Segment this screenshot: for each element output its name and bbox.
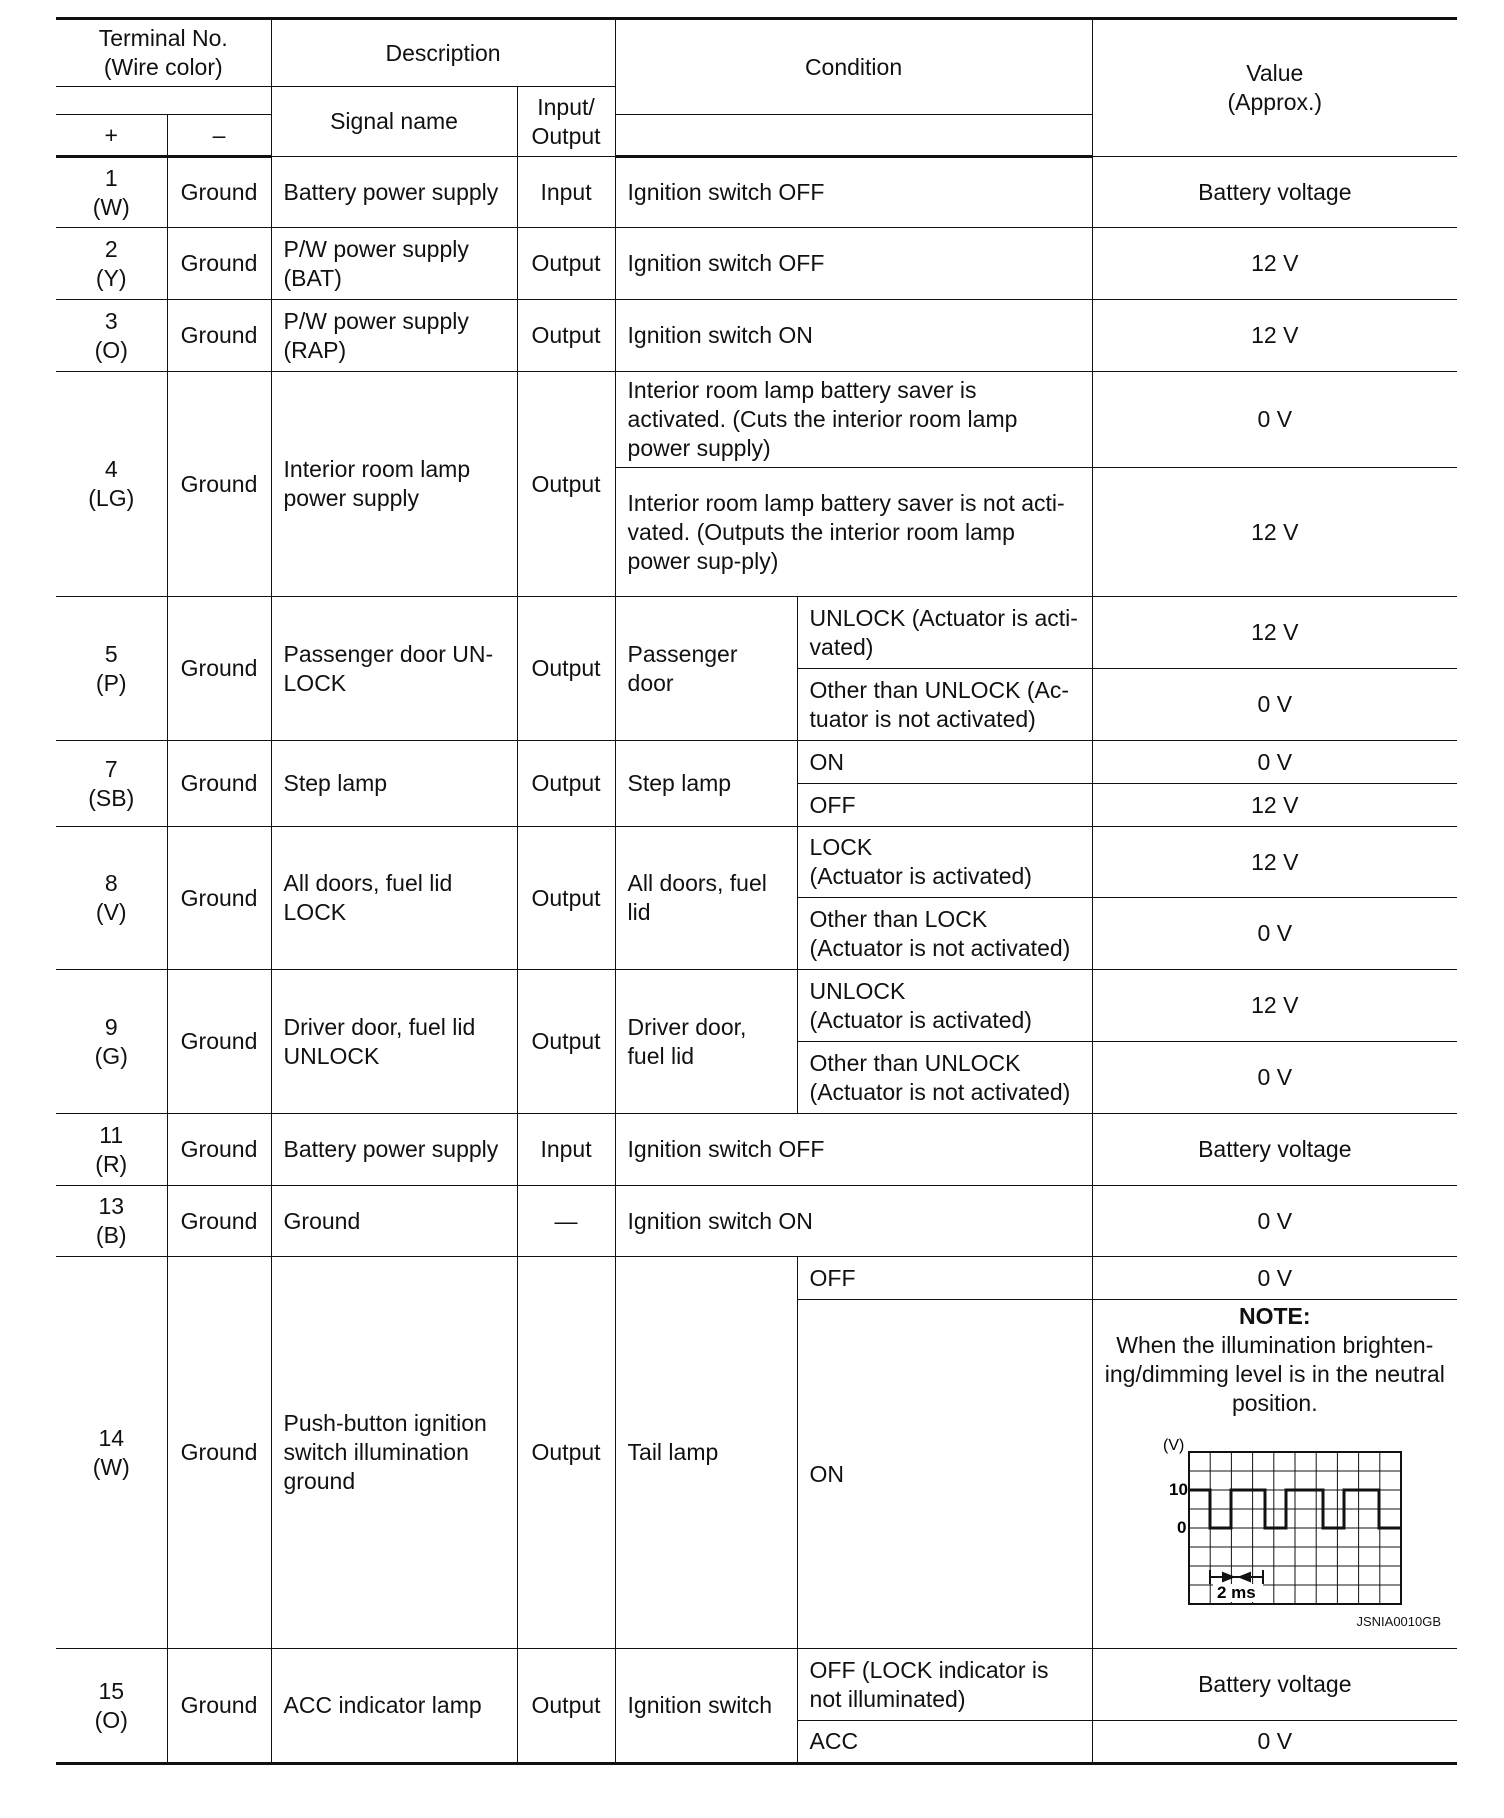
value-cell: Battery voltage (1092, 157, 1457, 228)
terminal-cell: 11 (R) (56, 1114, 167, 1186)
time-arrow (1210, 1570, 1263, 1584)
ground-cell: Ground (167, 372, 271, 597)
condition-cell: Ignition switch OFF (615, 1114, 1092, 1186)
value-cell: 12 V (1092, 300, 1457, 372)
io-cell: Output (517, 970, 615, 1114)
table-row (56, 1649, 1457, 1721)
condition-cell: Step lamp (615, 741, 797, 827)
oscilloscope-waveform (1145, 1432, 1405, 1612)
sub-condition-cell: OFF (797, 784, 1092, 827)
description-header: Description (271, 19, 615, 87)
condition-header-cont (615, 115, 1092, 157)
sub-condition-cell: Other than LOCK (Actuator is not activated) (797, 898, 1092, 970)
sub-condition-cell: LOCK (Actuator is activated) (797, 827, 1092, 898)
value-cell: 12 V (1092, 970, 1457, 1042)
terminal-cell: 2 (Y) (56, 228, 167, 300)
condition-cell: Interior room lamp battery saver is not acti-vated. (Outputs the interior room lamp power sup-ply) (615, 468, 1092, 597)
value-cell: 0 V (1092, 1042, 1457, 1114)
figure-id: JSNIA0010GB (1356, 1614, 1442, 1629)
ground-cell: Ground (167, 228, 271, 300)
ground-cell: Ground (167, 300, 271, 372)
ground-cell: Ground (167, 597, 271, 741)
condition-cell: Ignition switch ON (615, 1186, 1092, 1257)
value-cell: 0 V (1092, 1186, 1457, 1257)
sub-condition-cell: ON (797, 741, 1092, 784)
io-cell: Input (517, 157, 615, 228)
condition-cell: Passenger door (615, 597, 797, 741)
ground-cell: Ground (167, 1186, 271, 1257)
sub-condition-cell: Other than UNLOCK (Actuator is not activated) (797, 1042, 1092, 1114)
terminal-spec-table (56, 17, 1457, 1765)
io-cell: Output (517, 300, 615, 372)
signal-cell: Ground (271, 1186, 517, 1257)
condition-cell: Ignition switch OFF (615, 228, 1092, 300)
ground-cell: Ground (167, 741, 271, 827)
scope-unit-label: (V) (1162, 1437, 1185, 1454)
condition-cell: Driver door, fuel lid (615, 970, 797, 1114)
value-cell: Battery voltage (1092, 1114, 1457, 1186)
input-output-header: Input/ Output (517, 87, 615, 157)
value-cell: 0 V (1092, 1257, 1457, 1300)
value-cell: Battery voltage (1092, 1649, 1457, 1721)
terminal-cell: 3 (O) (56, 300, 167, 372)
condition-cell: Interior room lamp battery saver is activated. (Cuts the interior room lamp power supply) (615, 372, 1092, 468)
value-cell: 0 V (1092, 898, 1457, 970)
terminal-cell: 14 (W) (56, 1257, 167, 1649)
sub-condition-cell: ON (797, 1300, 1092, 1649)
value-cell: 12 V (1092, 827, 1457, 898)
table-row (56, 300, 1457, 372)
signal-cell: P/W power supply (RAP) (271, 300, 517, 372)
signal-cell: All doors, fuel lid LOCK (271, 827, 517, 970)
terminal-cell: 9 (G) (56, 970, 167, 1114)
scope-time-label: 2 ms (1216, 1583, 1256, 1602)
terminal-cell: 1 (W) (56, 157, 167, 228)
plus-header: + (56, 115, 167, 157)
condition-header: Condition (615, 19, 1092, 115)
note-cell (1092, 1300, 1457, 1649)
table-row (56, 372, 1457, 468)
ground-cell: Ground (167, 827, 271, 970)
io-cell: Output (517, 372, 615, 597)
terminal-cell: 13 (B) (56, 1186, 167, 1257)
value-cell: 0 V (1092, 372, 1457, 468)
value-cell: 0 V (1092, 741, 1457, 784)
minus-header: – (167, 115, 271, 157)
value-cell: 0 V (1092, 1721, 1457, 1764)
table-row (56, 228, 1457, 300)
terminal-cell: 15 (O) (56, 1649, 167, 1764)
terminal-no-header: Terminal No. (Wire color) (56, 19, 271, 87)
io-cell: Output (517, 741, 615, 827)
condition-cell: Ignition switch (615, 1649, 797, 1764)
sub-condition-cell: Other than UNLOCK (Ac-tuator is not activated) (797, 669, 1092, 741)
sub-condition-cell: OFF (797, 1257, 1092, 1300)
signal-cell: Push-button ignition switch illumination ground (271, 1257, 517, 1649)
table-row (56, 970, 1457, 1042)
signal-name-header: Signal name (271, 87, 517, 157)
io-cell: Output (517, 228, 615, 300)
terminal-spacer (56, 87, 271, 115)
sub-condition-cell: UNLOCK (Actuator is acti-vated) (797, 597, 1092, 669)
io-cell: Input (517, 1114, 615, 1186)
note-body: When the illumination brighten-ing/dimming level is in the neutral position. (1104, 1332, 1445, 1416)
value-cell: 12 V (1092, 784, 1457, 827)
sub-condition-cell: UNLOCK (Actuator is activated) (797, 970, 1092, 1042)
sub-condition-cell: ACC (797, 1721, 1092, 1764)
io-cell: Output (517, 1649, 615, 1764)
value-cell: 12 V (1092, 228, 1457, 300)
signal-cell: ACC indicator lamp (271, 1649, 517, 1764)
io-cell: Output (517, 597, 615, 741)
signal-cell: Driver door, fuel lid UNLOCK (271, 970, 517, 1114)
ground-cell: Ground (167, 1114, 271, 1186)
ground-cell: Ground (167, 1257, 271, 1649)
table-row (56, 827, 1457, 898)
condition-cell: Tail lamp (615, 1257, 797, 1649)
signal-cell: Interior room lamp power supply (271, 372, 517, 597)
io-cell: — (517, 1186, 615, 1257)
sub-condition-cell: OFF (LOCK indicator is not illuminated) (797, 1649, 1092, 1721)
value-cell: 12 V (1092, 468, 1457, 597)
signal-cell: Passenger door UN-LOCK (271, 597, 517, 741)
terminal-cell: 7 (SB) (56, 741, 167, 827)
value-cell: 12 V (1092, 597, 1457, 669)
condition-cell: Ignition switch OFF (615, 157, 1092, 228)
signal-cell: Battery power supply (271, 157, 517, 228)
condition-cell: All doors, fuel lid (615, 827, 797, 970)
io-cell: Output (517, 1257, 615, 1649)
table-row (56, 157, 1457, 228)
io-cell: Output (517, 827, 615, 970)
terminal-cell: 5 (P) (56, 597, 167, 741)
terminal-cell: 8 (V) (56, 827, 167, 970)
table-row (56, 597, 1457, 669)
table-row (56, 1257, 1457, 1300)
signal-cell: P/W power supply (BAT) (271, 228, 517, 300)
ground-cell: Ground (167, 1649, 271, 1764)
note-title: NOTE: (1239, 1303, 1311, 1329)
scope-y-high-label: 10 (1168, 1480, 1188, 1499)
condition-cell: Ignition switch ON (615, 300, 1092, 372)
terminal-cell: 4 (LG) (56, 372, 167, 597)
signal-cell: Step lamp (271, 741, 517, 827)
table-row (56, 1186, 1457, 1257)
ground-cell: Ground (167, 157, 271, 228)
ground-cell: Ground (167, 970, 271, 1114)
scope-y-low-label: 0 (1176, 1518, 1187, 1537)
table-row (56, 741, 1457, 784)
signal-cell: Battery power supply (271, 1114, 517, 1186)
table-row (56, 1114, 1457, 1186)
value-header: Value (Approx.) (1092, 19, 1457, 157)
value-cell: 0 V (1092, 669, 1457, 741)
